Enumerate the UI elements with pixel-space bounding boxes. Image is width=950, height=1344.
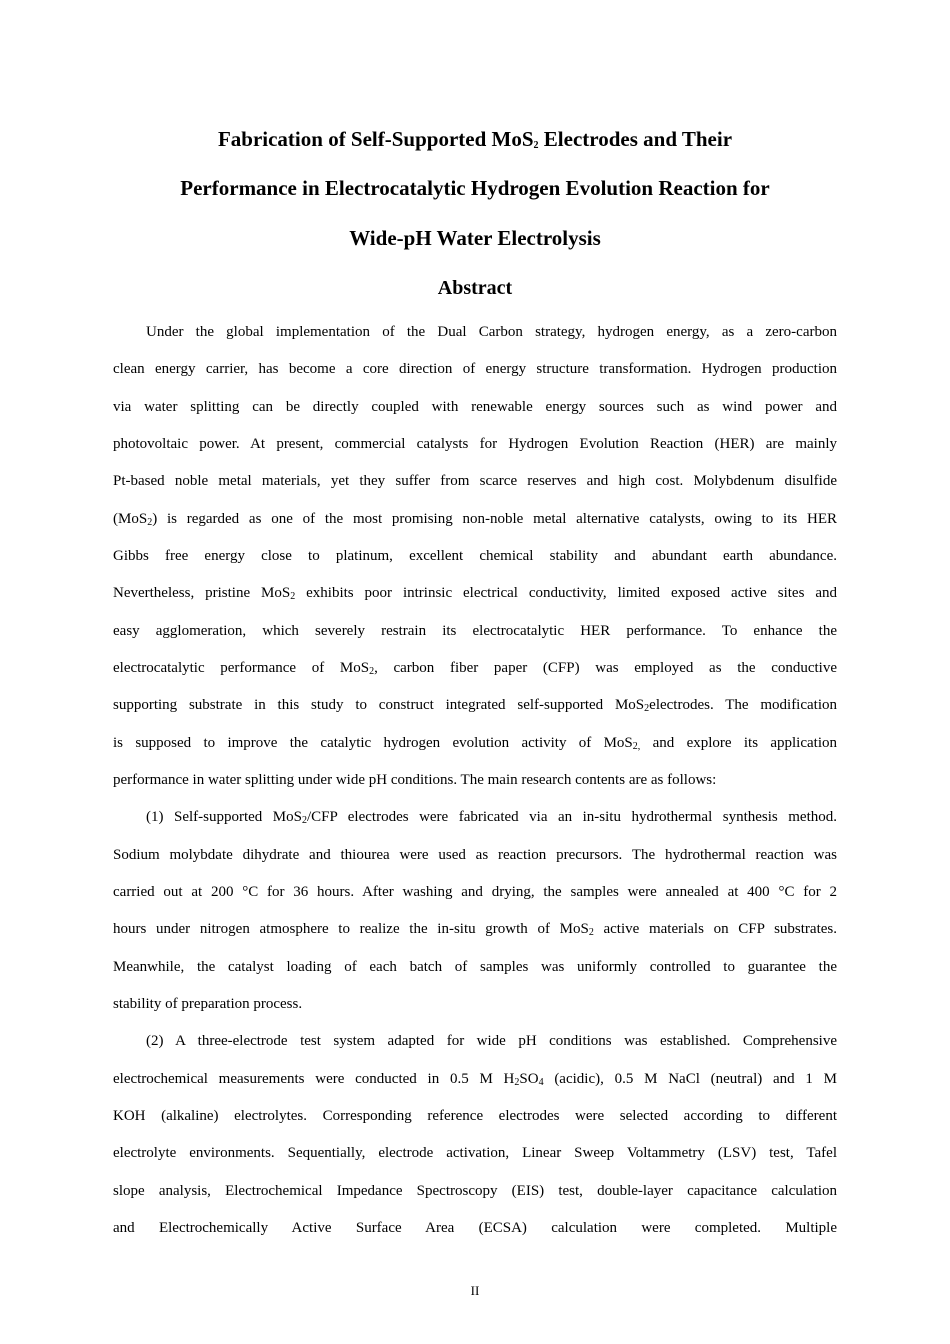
abstract-line: and Electrochemically Active Surface Area (ECSA) calculation were completed. Multiple xyxy=(113,1220,837,1236)
abstract-line: Meanwhile, the catalyst loading of each batch of samples was uniformly controlled to guarantee the xyxy=(113,959,837,975)
abstract-line: via water splitting can be directly coupled with renewable energy sources such as wind power and xyxy=(113,399,837,415)
abstract-line: Nevertheless, pristine MoS$_2$ exhibits poor intrinsic electrical conductivity, limited exposed active sites and xyxy=(113,585,837,602)
abstract-line: slope analysis, Electrochemical Impedance Spectroscopy (EIS) test, double-layer capacitance calculation xyxy=(113,1183,837,1199)
abstract-line: electrolyte environments. Sequentially, electrode activation, Linear Sweep Voltammetry (LSV) test, Tafel xyxy=(113,1145,837,1161)
abstract-line: hours under nitrogen atmosphere to realize the in-situ growth of MoS$_2$ active materials on CFP substrates. xyxy=(113,921,838,938)
abstract-line: carried out at 200 °C for 36 hours. After washing and drying, the samples were annealed at 400 °C for 2 xyxy=(113,884,837,900)
title-line-2: Performance in Electrocatalytic Hydrogen Evolution Reaction for xyxy=(180,176,770,200)
abstract-line: Pt-based noble metal materials, yet they suffer from scarce reserves and high cost. Molybdenum disulfide xyxy=(113,473,837,489)
title-line-1: Fabrication of Self-Supported MoS$_2$ Electrodes and Their xyxy=(217,127,733,151)
abstract-line: photovoltaic power. At present, commercial catalysts for Hydrogen Evolution Reaction (HER) are mainly xyxy=(113,436,837,452)
abstract-line: electrochemical measurements were conducted in 0.5 M $H_2SO_4$ (acidic), 0.5 M NaCl (neutral) and 1 M xyxy=(113,1071,837,1088)
abstract-line: easy agglomeration, which severely restrain its electrocatalytic HER performance. To enhance the xyxy=(113,623,837,639)
abstract-line: performance in water splitting under wide pH conditions. The main research contents are as follows: xyxy=(113,772,717,788)
abstract-line: KOH (alkaline) electrolytes. Corresponding reference electrodes were selected according to different xyxy=(113,1108,837,1124)
abstract-line: clean energy carrier, has become a core direction of energy structure transformation. Hydrogen production xyxy=(113,361,837,377)
abstract-line: Sodium molybdate dihydrate and thiourea were used as reaction precursors. The hydrothermal reaction was xyxy=(113,847,837,863)
abstract-line: Gibbs free energy close to platinum, excellent chemical stability and abundant earth abundance. xyxy=(113,548,837,564)
abstract-line: Under the global implementation of the Dual Carbon strategy, hydrogen energy, as a zero-carbon xyxy=(146,324,837,340)
abstract-heading: Abstract xyxy=(437,277,513,299)
abstract-line: electrocatalytic performance of MoS$_2$, carbon fiber paper (CFP) was employed as the conductive xyxy=(113,660,838,677)
abstract-line: is supposed to improve the catalytic hydrogen evolution activity of MoS$_{2,}$ and explore its application xyxy=(113,735,838,752)
title-line-3: Wide-pH Water Electrolysis xyxy=(349,226,601,250)
abstract-line: stability of preparation process. xyxy=(113,996,303,1012)
abstract-line: (2) A three-electrode test system adapted for wide pH conditions was established. Comprehensive xyxy=(146,1033,837,1049)
abstract-line: (MoS$_2$) is regarded as one of the most promising non-noble metal alternative catalysts, owing to its HER xyxy=(113,511,837,528)
page-number: II xyxy=(470,1283,480,1298)
abstract-line: supporting substrate in this study to construct integrated self-supported MoS$_2$electrodes. The modification xyxy=(113,697,838,714)
abstract-line: (1) Self-supported MoS$_2$/CFP electrodes were fabricated via an in-situ hydrothermal synthesis method. xyxy=(146,809,837,826)
